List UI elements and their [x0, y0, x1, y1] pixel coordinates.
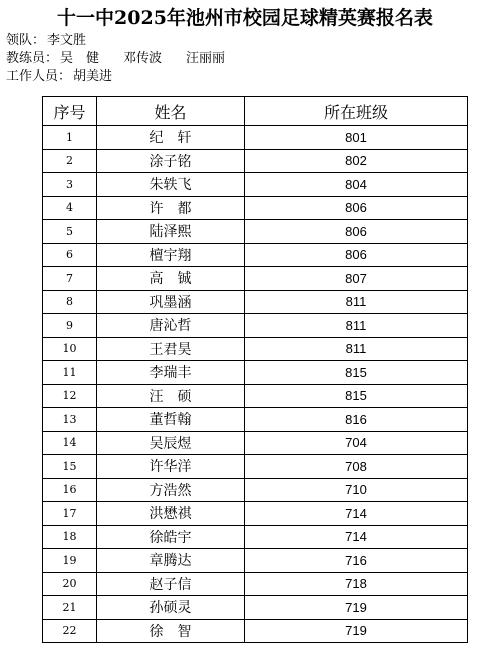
staff-line: [6, 69, 112, 85]
player-name: 方浩然: [97, 478, 245, 502]
player-name: 纪 轩: [97, 126, 245, 150]
row-number: 3: [43, 173, 97, 197]
player-name: 檀宇翔: [97, 243, 245, 267]
class-value: 802: [245, 149, 468, 173]
table-row: [43, 619, 468, 643]
page-title: 十一中2025年池州市校园足球精英赛报名表: [57, 7, 433, 29]
class-value: 806: [245, 220, 468, 244]
player-name: 李瑞丰: [97, 361, 245, 385]
table-row: [43, 220, 468, 244]
player-name: 章腾达: [97, 549, 245, 573]
class-value: 811: [245, 290, 468, 314]
table-row: [43, 267, 468, 291]
class-value: 816: [245, 408, 468, 432]
player-name: 巩墨涵: [97, 290, 245, 314]
coach-name: 邓传波: [123, 51, 163, 66]
class-value: 804: [245, 173, 468, 197]
player-name: 高 铖: [97, 267, 245, 291]
coach-name: 汪丽丽: [186, 51, 226, 66]
row-number: 13: [43, 408, 97, 432]
row-number: 6: [43, 243, 97, 267]
class-value: 815: [245, 384, 468, 408]
row-number: 21: [43, 596, 97, 620]
table-row: [43, 290, 468, 314]
table-row: [43, 408, 468, 432]
row-number: 20: [43, 572, 97, 596]
roster-table: [42, 96, 468, 643]
table-row: [43, 243, 468, 267]
row-number: 1: [43, 126, 97, 150]
leader-name: 李文胜: [47, 33, 87, 48]
player-name: 朱轶飞: [97, 173, 245, 197]
player-name: 汪 硕: [97, 384, 245, 408]
class-value: 801: [245, 126, 468, 150]
table-row: [43, 596, 468, 620]
player-name: 赵子信: [97, 572, 245, 596]
row-number: 10: [43, 337, 97, 361]
class-value: 714: [245, 502, 468, 526]
row-number: 11: [43, 361, 97, 385]
player-name: 唐沁哲: [97, 314, 245, 338]
coaches-line: [6, 51, 225, 67]
player-name: 董哲翰: [97, 408, 245, 432]
class-value: 811: [245, 314, 468, 338]
row-number: 16: [43, 478, 97, 502]
table-row: [43, 455, 468, 479]
table-row: [43, 126, 468, 150]
table-row: [43, 525, 468, 549]
player-name: 徐皓宇: [97, 525, 245, 549]
leader-line: [6, 33, 86, 49]
coaches-label: 教练员：: [6, 51, 59, 66]
row-number: 15: [43, 455, 97, 479]
player-name: 许 都: [97, 196, 245, 220]
table-row: [43, 314, 468, 338]
table-row: [43, 361, 468, 385]
row-number: 5: [43, 220, 97, 244]
table-row: [43, 337, 468, 361]
class-value: 811: [245, 337, 468, 361]
table-row: [43, 196, 468, 220]
class-value: 716: [245, 549, 468, 573]
row-number: 19: [43, 549, 97, 573]
row-number: 17: [43, 502, 97, 526]
class-value: 719: [245, 596, 468, 620]
leader-label: 领队：: [6, 33, 46, 48]
header-number: 序号: [43, 97, 97, 126]
player-name: 王君昊: [97, 337, 245, 361]
class-value: 806: [245, 243, 468, 267]
table-row: [43, 502, 468, 526]
row-number: 12: [43, 384, 97, 408]
class-value: 704: [245, 431, 468, 455]
player-name: 涂子铭: [97, 149, 245, 173]
player-name: 洪懋祺: [97, 502, 245, 526]
player-name: 吴辰煜: [97, 431, 245, 455]
player-name: 陆泽熙: [97, 220, 245, 244]
class-value: 714: [245, 525, 468, 549]
player-name: 许华洋: [97, 455, 245, 479]
class-value: 708: [245, 455, 468, 479]
table-row: [43, 572, 468, 596]
staff-label: 工作人员：: [6, 69, 72, 84]
row-number: 4: [43, 196, 97, 220]
table-row: [43, 173, 468, 197]
table-row: [43, 149, 468, 173]
class-value: 815: [245, 361, 468, 385]
roster-body: [43, 126, 468, 643]
table-row: [43, 431, 468, 455]
staff-name: 胡美进: [73, 69, 113, 84]
row-number: 9: [43, 314, 97, 338]
class-value: 718: [245, 572, 468, 596]
table-row: [43, 549, 468, 573]
row-number: 8: [43, 290, 97, 314]
player-name: 孙硕灵: [97, 596, 245, 620]
row-number: 18: [43, 525, 97, 549]
row-number: 14: [43, 431, 97, 455]
class-value: 719: [245, 619, 468, 643]
coach-name: 吴 健: [60, 51, 100, 66]
class-value: 710: [245, 478, 468, 502]
table-row: [43, 478, 468, 502]
class-value: 807: [245, 267, 468, 291]
row-number: 2: [43, 149, 97, 173]
header-name: 姓名: [97, 97, 245, 126]
class-value: 806: [245, 196, 468, 220]
header-class: 所在班级: [245, 97, 468, 126]
row-number: 22: [43, 619, 97, 643]
row-number: 7: [43, 267, 97, 291]
table-header-row: [43, 97, 468, 126]
table-row: [43, 384, 468, 408]
player-name: 徐 智: [97, 619, 245, 643]
